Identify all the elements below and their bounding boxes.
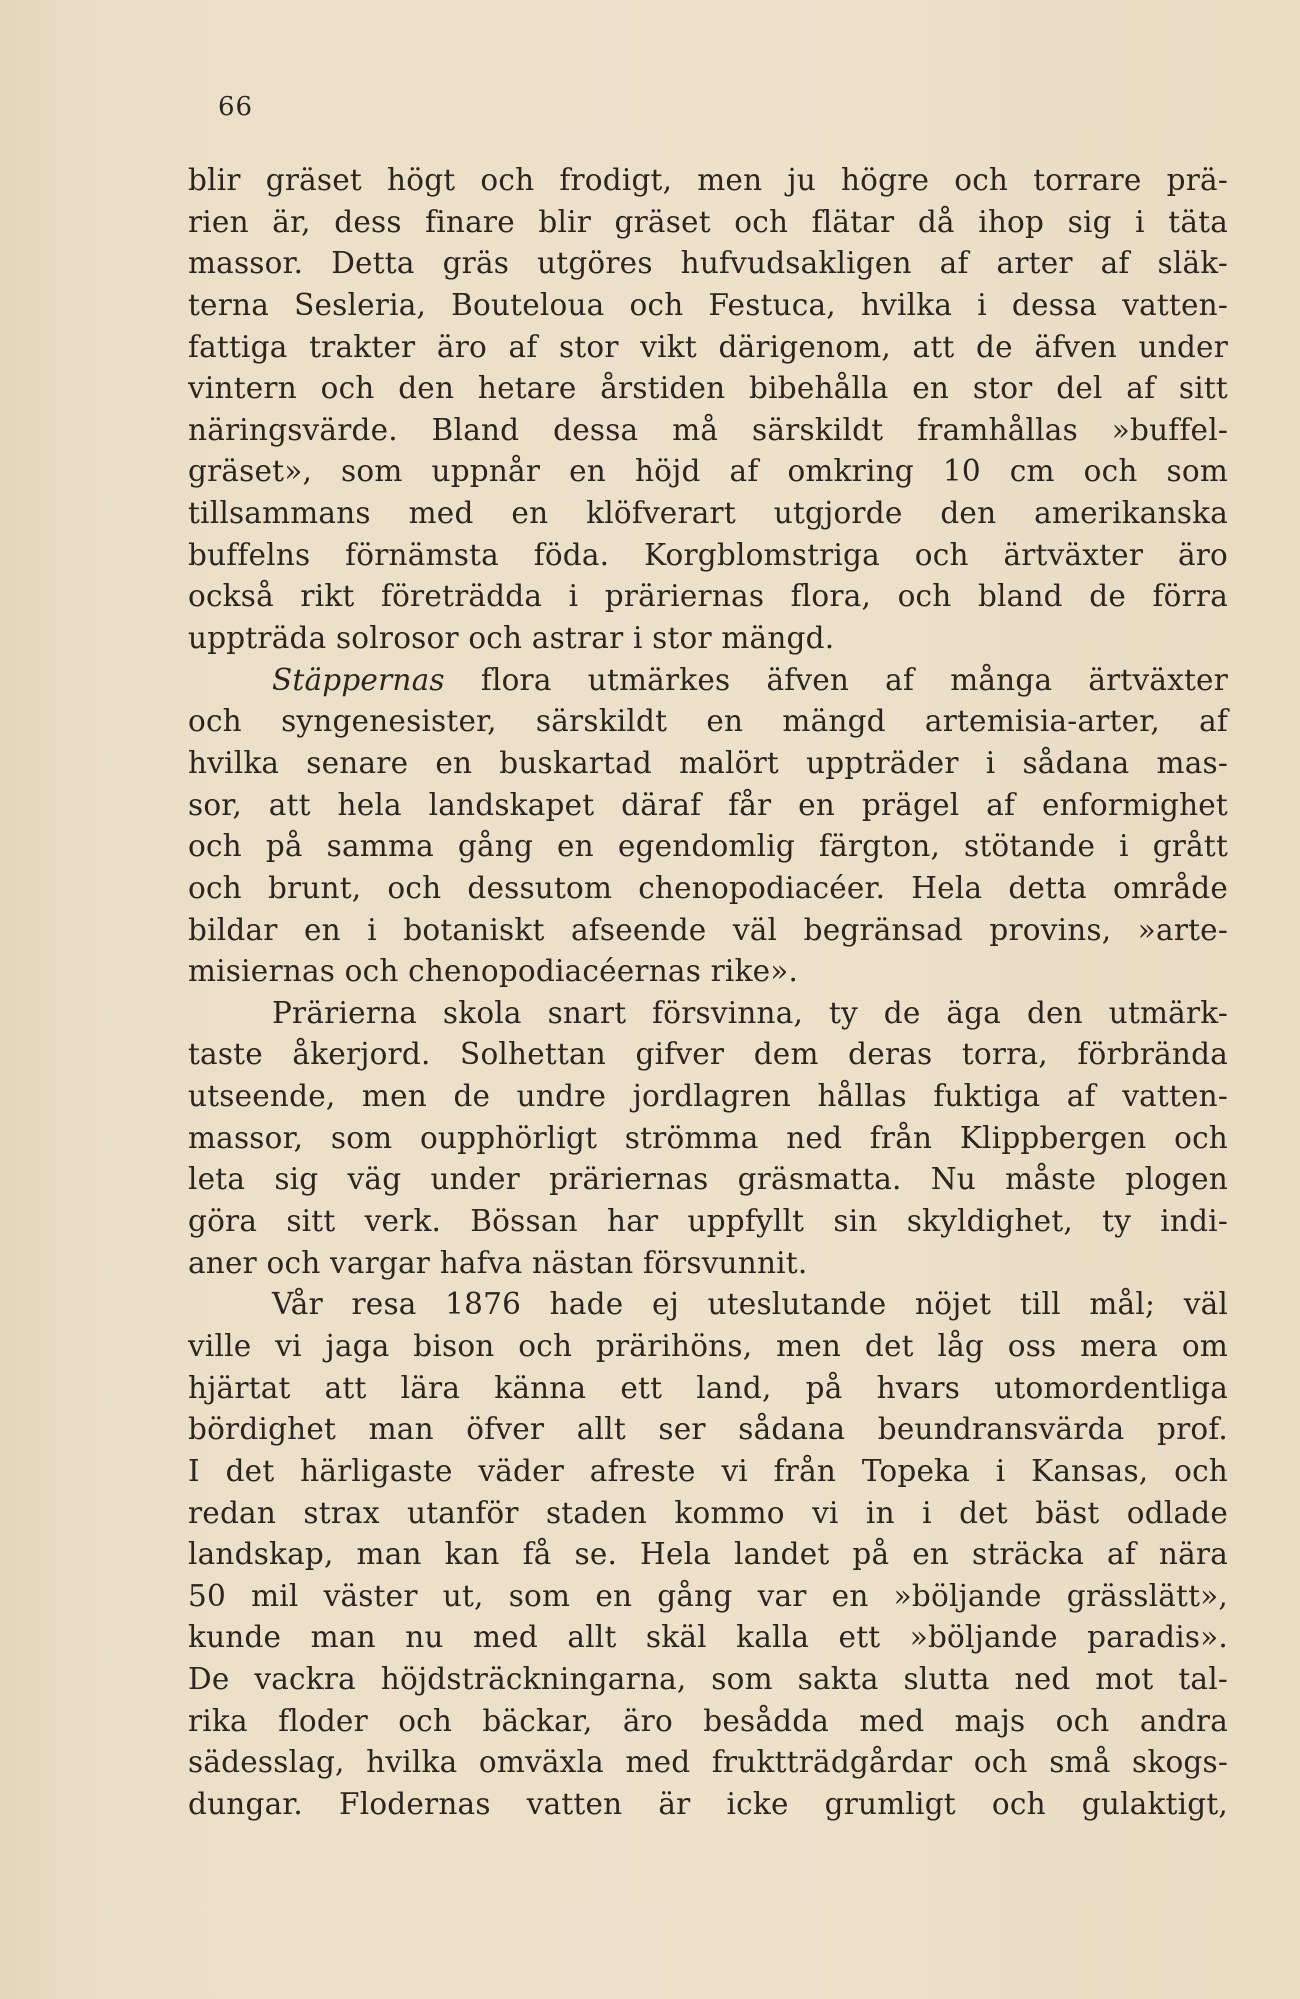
text-line (188, 535, 1228, 577)
line-text: fattiga trakter äro af stor vikt därigenom, att de äfven under (188, 329, 1228, 364)
line-text: blir gräset högt och frodigt, men ju högre och torrare prä- (188, 163, 1228, 197)
line-text: ville vi jaga bison och prärihöns, men det låg oss mera om (188, 1328, 1228, 1363)
line-text: sädesslag, hvilka omväxla med fruktträdgårdar och små skogs- (188, 1745, 1228, 1780)
text-line (188, 1451, 1228, 1493)
text-line (188, 1659, 1228, 1701)
text-line (188, 1284, 1228, 1326)
text-line (188, 1118, 1228, 1160)
text-line (188, 618, 1228, 660)
text-line (188, 826, 1228, 868)
line-text: bördighet man öfver allt ser sådana beundransvärda prof. (188, 1412, 1228, 1447)
line-text: massor. Detta gräs utgöres hufvudsakligen af arter af släk- (188, 246, 1228, 281)
line-text: De vackra höjdsträckningarna, som sakta slutta ned mot tal- (188, 1662, 1228, 1697)
line-text: gräset», som uppnår en höjd af omkring 10 cm och som (188, 454, 1228, 489)
line-text: flora utmärkes äfven af många ärtväxter (444, 662, 1228, 697)
line-text: landskap, man kan få se. Hela landet på en sträcka af nära (188, 1537, 1228, 1572)
text-line (188, 1742, 1228, 1784)
text-line (188, 1784, 1228, 1826)
text-line (188, 576, 1228, 618)
line-text: kunde man nu med allt skäl kalla ett »böljande paradis». (188, 1620, 1228, 1655)
text-line (188, 1701, 1228, 1743)
line-text: massor, som oupphörligt strömma ned från Klippbergen och (188, 1120, 1228, 1155)
body-text (188, 160, 1228, 1826)
text-line (188, 1576, 1228, 1618)
line-text: uppträda solrosor och astrar i stor mängd. (188, 621, 835, 656)
italic-term: Stäppernas (272, 662, 445, 697)
text-line (188, 1159, 1228, 1201)
line-text: utseende, men de undre jordlagren hållas fuktiga af vatten- (188, 1079, 1228, 1114)
line-text: också rikt företrädda i präriernas flora, och bland de förra (188, 579, 1228, 614)
line-text: taste åkerjord. Solhettan gifver dem deras torra, förbrända (188, 1037, 1228, 1072)
line-text: redan strax utanför staden kommo vi in i det bäst odlade (188, 1495, 1228, 1530)
text-line (188, 993, 1228, 1035)
text-line (188, 868, 1228, 910)
text-line (188, 1409, 1228, 1451)
page-number: 66 (218, 92, 254, 122)
text-line (188, 1617, 1228, 1659)
text-line (188, 1534, 1228, 1576)
line-text: sor, att hela landskapet däraf får en prägel af enformighet (188, 787, 1228, 822)
text-line (188, 368, 1228, 410)
line-text: näringsvärde. Bland dessa må särskildt framhållas »buffel- (188, 412, 1228, 447)
line-text: och brunt, och dessutom chenopodiacéer. Hela detta område (188, 870, 1228, 905)
line-text: Vår resa 1876 hade ej uteslutande nöjet till mål; väl (272, 1287, 1228, 1322)
text-line (188, 1201, 1228, 1243)
text-line (188, 285, 1228, 327)
text-line (188, 1326, 1228, 1368)
text-line (188, 410, 1228, 452)
text-line (188, 1493, 1228, 1535)
text-line (188, 1076, 1228, 1118)
text-line (188, 951, 1228, 993)
line-text: göra sitt verk. Bössan har uppfyllt sin skyldighet, ty indi- (188, 1204, 1228, 1239)
line-text: rien är, dess finare blir gräset och flätar då ihop sig i täta (188, 204, 1228, 239)
line-text: aner och vargar hafva nästan försvunnit. (188, 1245, 808, 1280)
text-line (188, 660, 1228, 702)
line-text: rika floder och bäckar, äro besådda med majs och andra (188, 1703, 1228, 1738)
text-line (188, 451, 1228, 493)
text-line (188, 743, 1228, 785)
line-text: Prärierna skola snart försvinna, ty de äga den utmärk- (272, 995, 1228, 1030)
text-line (188, 493, 1228, 535)
text-line (188, 202, 1228, 244)
line-text: hvilka senare en buskartad malört uppträder i sådana mas- (188, 745, 1228, 780)
text-line (188, 1368, 1228, 1410)
text-line (188, 160, 1228, 202)
text-line (188, 1034, 1228, 1076)
text-line (188, 785, 1228, 827)
line-text: misiernas och chenopodiacéernas rike». (188, 954, 799, 989)
line-text: 50 mil väster ut, som en gång var en »böljande grässlätt», (188, 1578, 1228, 1613)
line-text: I det härligaste väder afreste vi från Topeka i Kansas, och (188, 1453, 1228, 1488)
text-line (188, 243, 1228, 285)
line-text: dungar. Flodernas vatten är icke grumligt och gulaktigt, (188, 1786, 1228, 1821)
text-line (188, 1243, 1228, 1285)
line-text: leta sig väg under präriernas gräsmatta. Nu måste plogen (188, 1162, 1228, 1197)
text-line (188, 327, 1228, 369)
line-text: och på samma gång en egendomlig färgton, stötande i grått (188, 829, 1228, 864)
line-text: hjärtat att lära känna ett land, på hvars utomordentliga (188, 1370, 1228, 1405)
line-text: buffelns förnämsta föda. Korgblomstriga och ärtväxter äro (188, 537, 1228, 572)
text-line (188, 701, 1228, 743)
line-text: terna Sesleria, Bouteloua och Festuca, hvilka i dessa vatten- (188, 287, 1228, 322)
line-text: tillsammans med en klöfverart utgjorde den amerikanska (188, 496, 1228, 531)
line-text: vintern och den hetare årstiden bibehålla en stor del af sitt (188, 371, 1228, 406)
line-text: och syngenesister, särskildt en mängd artemisia-arter, af (188, 704, 1228, 739)
text-line (188, 910, 1228, 952)
line-text: bildar en i botaniskt afseende väl begränsad provins, »arte- (188, 912, 1228, 947)
